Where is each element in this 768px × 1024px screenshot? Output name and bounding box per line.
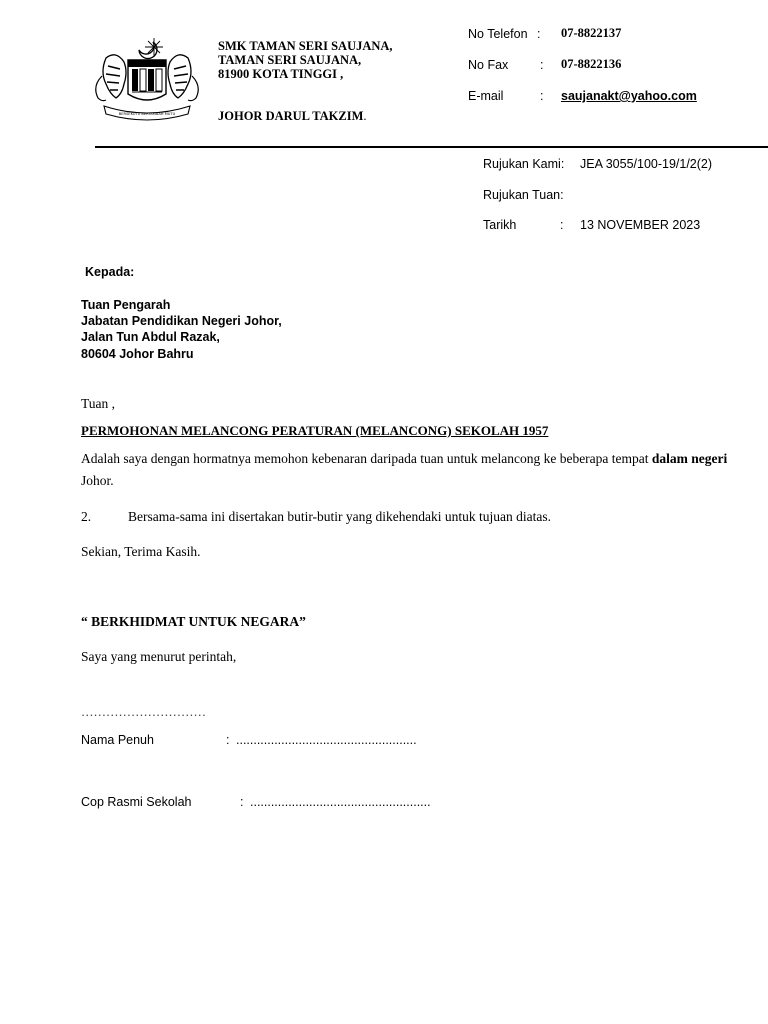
date-colon: : <box>560 218 564 232</box>
fax-colon: : <box>540 58 544 72</box>
sign-off: Saya yang menurut perintah, <box>81 649 237 664</box>
motto: “ BERKHIDMAT UNTUK NEGARA” <box>81 614 306 629</box>
paragraph-2-number: 2. <box>81 509 92 524</box>
recipient-line: Tuan Pengarah <box>81 298 171 312</box>
header-divider <box>95 146 768 148</box>
fax-value: 07-8822136 <box>561 57 622 71</box>
date-value: 13 NOVEMBER 2023 <box>580 218 701 232</box>
phone-colon: : <box>537 27 541 41</box>
full-name-colon: : <box>226 733 230 747</box>
phone-label: No Telefon <box>468 27 528 41</box>
fax-label: No Fax <box>468 58 509 72</box>
crest-motto: BERSEKUTU BERTAMBAH MUTU <box>118 112 176 116</box>
school-state-line: JOHOR DARUL TAKZIM. <box>218 109 367 123</box>
email-label: E-mail <box>468 89 504 103</box>
salutation: Tuan , <box>81 396 116 411</box>
phone-value: 07-8822137 <box>561 26 622 40</box>
closing-line: Sekian, Terima Kasih. <box>81 544 201 559</box>
recipient-heading: Kepada: <box>85 265 135 279</box>
school-postcode-line: 81900 KOTA TINGGI , <box>218 67 344 81</box>
coat-of-arms-icon <box>92 36 202 122</box>
recipient-line: Jabatan Pendidikan Negeri Johor, <box>81 314 282 328</box>
school-address-line: TAMAN SERI SAUJANA, <box>218 53 362 67</box>
paragraph-2-text: Bersama-sama ini disertakan butir-butir yang dikehendaki untuk tujuan diatas. <box>128 509 551 524</box>
school-stamp-label: Cop Rasmi Sekolah <box>81 795 192 809</box>
subject-line: PERMOHONAN MELANCONG PERATURAN (MELANCONG) SEKOLAH 1957 <box>81 423 549 438</box>
school-name-line: SMK TAMAN SERI SAUJANA, <box>218 39 393 53</box>
paragraph-1: Adalah saya dengan hormatnya memohon kebenaran daripada tuan untuk melancong ke beberapa tempat dalam negeri Johor. <box>81 451 728 488</box>
email-colon: : <box>540 89 544 103</box>
our-reference-value: JEA 3055/100-19/1/2(2) <box>580 157 713 171</box>
school-stamp-field: .................................................... <box>250 795 431 809</box>
our-reference-label: Rujukan Kami: <box>483 157 565 171</box>
school-stamp-colon: : <box>240 795 244 809</box>
date-label: Tarikh <box>483 218 517 232</box>
recipient-line: Jalan Tun Abdul Razak, <box>81 330 220 344</box>
full-name-field: .................................................... <box>236 733 417 747</box>
full-name-label: Nama Penuh <box>81 733 154 747</box>
your-reference-label: Rujukan Tuan: <box>483 188 564 202</box>
signature-dots: ………………………… <box>81 705 206 719</box>
email-link[interactable]: saujanakt@yahoo.com <box>561 89 697 103</box>
recipient-line: 80604 Johor Bahru <box>81 347 194 361</box>
